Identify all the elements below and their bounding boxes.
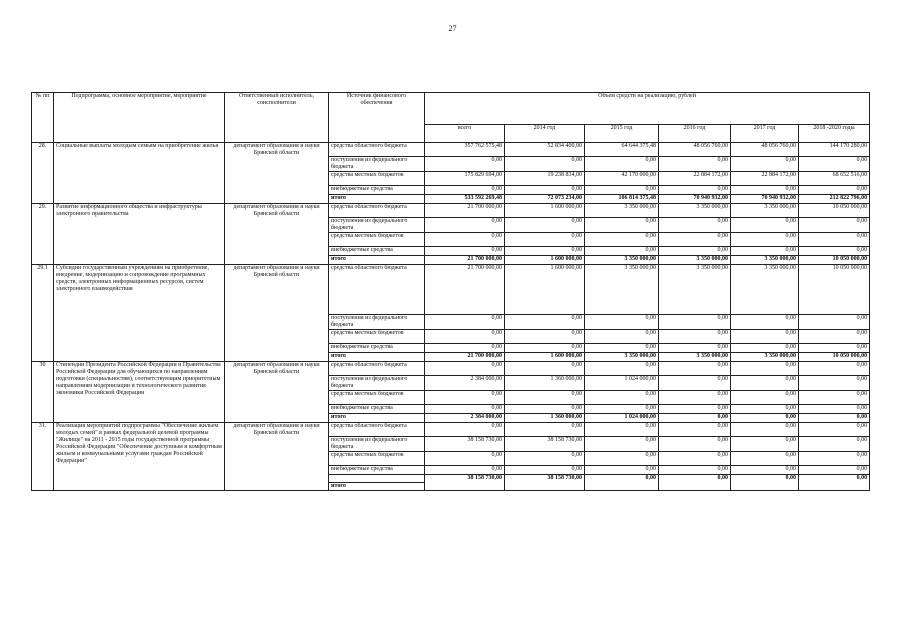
program-cell: Реализация мероприятий подпрограммы "Обеспечение жильем молодых семей" в рамках федеральной целевой программы "Жилище" на 2011 - 2015 годы государственной программы Российской Федерации "Обеспечение доступным и комфортным жильем и коммунальными услугами граждан Российской Федерации" [54, 423, 225, 491]
table-row [32, 423, 870, 437]
source-cell: поступления из федерального бюджета [329, 218, 425, 233]
value-cell: 1 024 000,00 [585, 414, 659, 423]
value-cell: 38 158 730,00 [505, 437, 585, 452]
budget-table [31, 92, 870, 491]
value-cell: 0,00 [585, 247, 659, 256]
executor-cell: департамент образования и науки Брянской области [225, 143, 329, 204]
row-number: 29.1 [32, 265, 54, 362]
header-year: 2017 год [731, 125, 799, 143]
value-cell: 0,00 [585, 218, 659, 233]
source-cell: средства местных бюджетов [329, 452, 425, 466]
value-cell: 0,00 [799, 315, 870, 330]
value-cell: 0,00 [731, 391, 799, 405]
header-year: 2018 -2020 годы [799, 125, 870, 143]
program-cell: Развитие информационного общества и инфраструктуры электронного правительства [54, 204, 225, 265]
executor-cell: департамент образования и науки Брянской области [225, 265, 329, 362]
source-cell: поступления из федерального бюджета [329, 437, 425, 452]
value-cell: 10 050 000,00 [799, 265, 870, 315]
value-cell: 0,00 [731, 475, 799, 491]
source-cell: средства местных бюджетов [329, 330, 425, 344]
value-cell: 3 350 000,00 [731, 353, 799, 362]
value-cell: 0,00 [659, 344, 731, 353]
program-cell: Стипендии Президента Российской Федерации и Правительства Российской Федерации для обучающихся по направлениям подготовки (специальностям), соответствующим приоритетным направлениям модернизации и технологического развития экономики Российской Федерации [54, 362, 225, 423]
value-cell: 3 350 000,00 [585, 353, 659, 362]
value-cell: 38 158 730,00 [425, 475, 505, 491]
value-cell: 0,00 [425, 466, 505, 475]
page-number: 27 [448, 24, 457, 33]
value-cell: 0,00 [659, 452, 731, 466]
value-cell: 0,00 [425, 362, 505, 376]
value-cell: 0,00 [731, 405, 799, 414]
table-row [32, 362, 870, 376]
header-year: 2016 год [659, 125, 731, 143]
value-cell: 3 350 000,00 [731, 204, 799, 218]
value-cell: 48 056 760,00 [731, 143, 799, 157]
table-row [32, 143, 870, 157]
value-cell: 0,00 [505, 391, 585, 405]
value-cell: 144 170 280,00 [799, 143, 870, 157]
program-cell: Социальные выплаты молодым семьям на приобретение жилья [54, 143, 225, 204]
value-cell: 2 384 000,00 [425, 376, 505, 391]
value-cell: 106 814 375,48 [585, 195, 659, 204]
value-cell: 0,00 [585, 315, 659, 330]
value-cell: 64 644 375,48 [585, 143, 659, 157]
value-cell: 70 940 932,00 [731, 195, 799, 204]
value-cell: 0,00 [585, 186, 659, 195]
header-num: № пп [32, 93, 54, 143]
value-cell: 0,00 [799, 466, 870, 475]
source-cell: итого [329, 256, 425, 265]
table-body [32, 143, 870, 491]
value-cell: 0,00 [799, 391, 870, 405]
value-cell: 0,00 [585, 423, 659, 437]
value-cell: 0,00 [731, 376, 799, 391]
value-cell: 21 700 000,00 [425, 256, 505, 265]
header-year: 2015 год [585, 125, 659, 143]
source-cell: средства областного бюджета [329, 362, 425, 376]
value-cell: 21 700 000,00 [425, 265, 505, 315]
header-year: всего [425, 125, 505, 143]
value-cell: 0,00 [659, 315, 731, 330]
value-cell: 72 073 234,00 [505, 195, 585, 204]
value-cell: 38 158 730,00 [425, 437, 505, 452]
source-cell: итого [329, 483, 425, 491]
value-cell: 0,00 [659, 157, 731, 172]
value-cell: 0,00 [659, 414, 731, 423]
value-cell: 0,00 [659, 423, 731, 437]
table-row [32, 204, 870, 218]
value-cell: 0,00 [425, 452, 505, 466]
value-cell: 0,00 [731, 437, 799, 452]
value-cell: 21 700 000,00 [425, 353, 505, 362]
value-cell: 0,00 [659, 376, 731, 391]
value-cell: 0,00 [731, 247, 799, 256]
value-cell: 42 170 000,00 [585, 172, 659, 186]
value-cell: 0,00 [659, 233, 731, 247]
source-cell [329, 475, 425, 483]
value-cell: 0,00 [425, 330, 505, 344]
value-cell: 0,00 [425, 405, 505, 414]
value-cell: 1 024 000,00 [585, 376, 659, 391]
value-cell: 0,00 [505, 247, 585, 256]
value-cell: 10 050 000,00 [799, 353, 870, 362]
source-cell: средства областного бюджета [329, 204, 425, 218]
value-cell: 0,00 [659, 475, 731, 491]
value-cell: 48 056 760,00 [659, 143, 731, 157]
value-cell: 3 350 000,00 [659, 265, 731, 315]
value-cell: 0,00 [659, 186, 731, 195]
value-cell: 0,00 [505, 452, 585, 466]
value-cell: 0,00 [731, 414, 799, 423]
value-cell: 0,00 [505, 330, 585, 344]
value-cell: 0,00 [505, 344, 585, 353]
header-executor: Ответственный исполнитель, соисполнители [225, 93, 329, 143]
value-cell: 3 350 000,00 [659, 204, 731, 218]
value-cell: 0,00 [731, 218, 799, 233]
value-cell: 1 600 000,00 [505, 256, 585, 265]
value-cell: 3 350 000,00 [731, 256, 799, 265]
source-cell: внебюджетные средства [329, 186, 425, 195]
value-cell: 3 350 000,00 [659, 353, 731, 362]
value-cell: 0,00 [585, 405, 659, 414]
value-cell: 0,00 [585, 330, 659, 344]
value-cell: 0,00 [731, 452, 799, 466]
value-cell: 0,00 [731, 157, 799, 172]
value-cell: 22 884 172,00 [659, 172, 731, 186]
value-cell: 1 600 000,00 [505, 265, 585, 315]
value-cell: 0,00 [731, 315, 799, 330]
value-cell: 0,00 [731, 233, 799, 247]
value-cell: 0,00 [425, 247, 505, 256]
source-cell: внебюджетные средства [329, 405, 425, 414]
value-cell: 0,00 [585, 391, 659, 405]
value-cell: 533 592 269,48 [425, 195, 505, 204]
value-cell: 0,00 [731, 466, 799, 475]
value-cell: 0,00 [585, 466, 659, 475]
value-cell: 0,00 [505, 423, 585, 437]
value-cell: 0,00 [731, 423, 799, 437]
value-cell: 0,00 [799, 414, 870, 423]
value-cell: 68 652 516,00 [799, 172, 870, 186]
source-cell: средства местных бюджетов [329, 233, 425, 247]
executor-cell: департамент образования и науки Брянской области [225, 204, 329, 265]
value-cell: 0,00 [799, 475, 870, 491]
source-cell: итого [329, 353, 425, 362]
source-cell: средства местных бюджетов [329, 391, 425, 405]
source-cell: поступления из федерального бюджета [329, 315, 425, 330]
value-cell: 0,00 [425, 233, 505, 247]
value-cell: 3 350 000,00 [585, 265, 659, 315]
value-cell: 0,00 [659, 437, 731, 452]
row-number: 30 [32, 362, 54, 423]
value-cell: 1 360 000,00 [505, 376, 585, 391]
value-cell: 212 822 796,00 [799, 195, 870, 204]
value-cell: 3 350 000,00 [659, 256, 731, 265]
value-cell: 52 834 400,00 [505, 143, 585, 157]
value-cell: 0,00 [425, 218, 505, 233]
executor-cell: департамент образования и науки Брянской области [225, 423, 329, 491]
header-program: Подпрограмма, основное мероприятие, мероприятие [54, 93, 225, 143]
source-cell: средства областного бюджета [329, 143, 425, 157]
value-cell: 10 050 000,00 [799, 204, 870, 218]
header-year: 2014 год [505, 125, 585, 143]
header-source: Источник финансового обеспечения [329, 93, 425, 143]
program-cell: Субсидии государственным учреждениям на приобретение, внедрение, модернизацию и сопровождение программных средств, электронных информационных ресурсов, систем электронного взаимодействия [54, 265, 225, 362]
value-cell: 0,00 [585, 452, 659, 466]
value-cell: 0,00 [505, 186, 585, 195]
source-cell: внебюджетные средства [329, 344, 425, 353]
value-cell: 0,00 [505, 405, 585, 414]
value-cell: 1 600 000,00 [505, 204, 585, 218]
source-cell: поступления из федерального бюджета [329, 157, 425, 172]
source-cell: итого [329, 414, 425, 423]
header-volume: Объем средств на реализацию, рублей [425, 93, 870, 125]
value-cell: 0,00 [425, 391, 505, 405]
value-cell: 3 350 000,00 [585, 256, 659, 265]
value-cell: 0,00 [731, 362, 799, 376]
value-cell: 0,00 [799, 452, 870, 466]
value-cell: 1 360 000,00 [505, 414, 585, 423]
row-number: 31. [32, 423, 54, 491]
value-cell: 0,00 [585, 344, 659, 353]
value-cell: 0,00 [799, 247, 870, 256]
value-cell: 0,00 [505, 218, 585, 233]
value-cell: 0,00 [659, 330, 731, 344]
value-cell: 0,00 [659, 218, 731, 233]
value-cell: 0,00 [659, 391, 731, 405]
table-row [32, 265, 870, 315]
value-cell: 0,00 [585, 157, 659, 172]
value-cell: 0,00 [799, 157, 870, 172]
value-cell: 0,00 [731, 186, 799, 195]
value-cell: 21 700 000,00 [425, 204, 505, 218]
value-cell: 0,00 [731, 344, 799, 353]
value-cell: 0,00 [731, 330, 799, 344]
executor-cell: департамент образования и науки Брянской области [225, 362, 329, 423]
value-cell: 10 050 000,00 [799, 256, 870, 265]
value-cell: 0,00 [425, 423, 505, 437]
value-cell: 0,00 [799, 218, 870, 233]
value-cell: 0,00 [505, 315, 585, 330]
value-cell: 0,00 [659, 362, 731, 376]
value-cell: 0,00 [585, 233, 659, 247]
source-cell: внебюджетные средства [329, 466, 425, 475]
source-cell: итого [329, 195, 425, 204]
value-cell: 1 600 000,00 [505, 353, 585, 362]
row-number: 28. [32, 143, 54, 204]
value-cell: 0,00 [799, 344, 870, 353]
value-cell: 0,00 [425, 344, 505, 353]
value-cell: 0,00 [585, 475, 659, 491]
value-cell: 357 762 575,48 [425, 143, 505, 157]
value-cell: 0,00 [799, 233, 870, 247]
value-cell: 0,00 [425, 186, 505, 195]
value-cell: 0,00 [799, 362, 870, 376]
value-cell: 0,00 [799, 437, 870, 452]
value-cell: 0,00 [585, 362, 659, 376]
value-cell: 0,00 [505, 233, 585, 247]
value-cell: 2 384 000,00 [425, 414, 505, 423]
value-cell: 0,00 [799, 405, 870, 414]
value-cell: 0,00 [659, 466, 731, 475]
source-cell: поступления из федерального бюджета [329, 376, 425, 391]
value-cell: 0,00 [505, 157, 585, 172]
source-cell: средства областного бюджета [329, 423, 425, 437]
value-cell: 70 940 932,00 [659, 195, 731, 204]
value-cell: 0,00 [799, 376, 870, 391]
value-cell: 0,00 [505, 362, 585, 376]
value-cell: 3 350 000,00 [731, 265, 799, 315]
value-cell: 0,00 [799, 186, 870, 195]
source-cell: средства местных бюджетов [329, 172, 425, 186]
value-cell: 0,00 [425, 157, 505, 172]
value-cell: 0,00 [425, 315, 505, 330]
source-cell: внебюджетные средства [329, 247, 425, 256]
value-cell: 0,00 [799, 330, 870, 344]
row-number: 29. [32, 204, 54, 265]
source-cell: средства областного бюджета [329, 265, 425, 315]
value-cell: 0,00 [505, 466, 585, 475]
value-cell: 0,00 [659, 405, 731, 414]
value-cell: 0,00 [659, 247, 731, 256]
value-cell: 3 350 000,00 [585, 204, 659, 218]
value-cell: 38 158 730,00 [505, 475, 585, 491]
value-cell: 0,00 [799, 423, 870, 437]
value-cell: 0,00 [585, 437, 659, 452]
value-cell: 22 884 172,00 [731, 172, 799, 186]
value-cell: 19 238 834,00 [505, 172, 585, 186]
value-cell: 175 829 694,00 [425, 172, 505, 186]
